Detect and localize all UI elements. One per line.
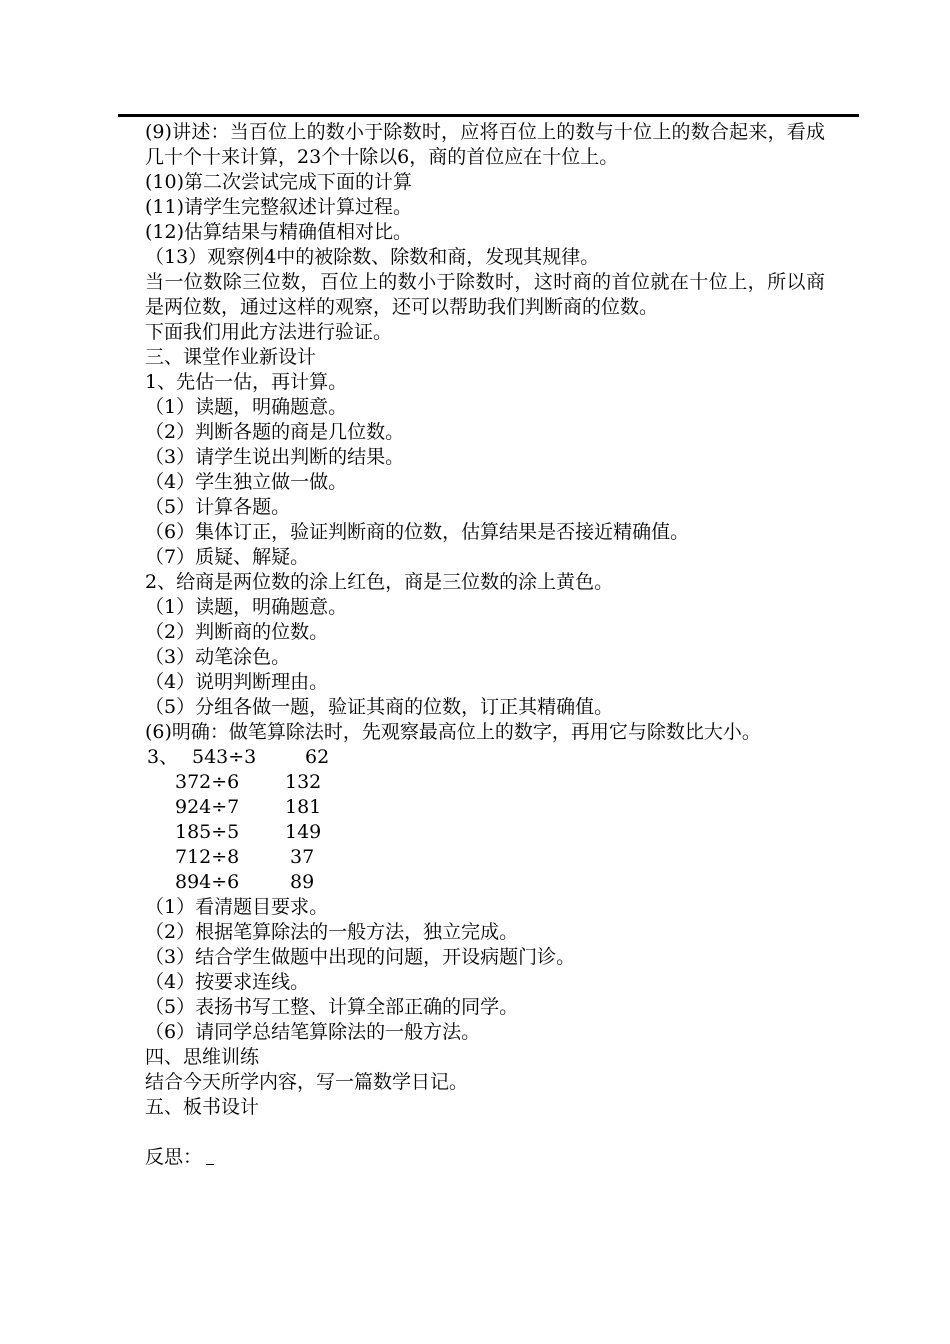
q3-result: 181 [285, 796, 322, 818]
q3-expression: 894÷6 [175, 871, 240, 893]
q2-title: 2、给商是两位数的涂上红色，商是三位数的涂上黄色。 [145, 571, 614, 593]
q1-step: （1）读题，明确题意。 [145, 396, 348, 418]
q1-step: （6）集体订正，验证判断商的位数，估算结果是否接近精确值。 [145, 521, 690, 543]
q1-step: （7）质疑、解疑。 [145, 546, 310, 568]
q1-title: 1、先估一估，再计算。 [145, 371, 348, 393]
rule-paragraph: 当一位数除三位数，百位上的数小于除数时，这时商的首位就在十位上，所以商是两位数，通过这样的观察，还可以帮助我们判断商的位数。 [145, 271, 825, 318]
q3-step: （3）结合学生做题中出现的问题，开设病题门诊。 [145, 946, 576, 968]
paragraph-13: （13）观察例4中的被除数、除数和商，发现其规律。 [145, 246, 600, 268]
q3-step: （1）看清题目要求。 [145, 896, 329, 918]
blank-line [145, 1120, 825, 1145]
q3-expression: 372÷6 [175, 771, 240, 793]
q3-expression: 712÷8 [175, 846, 240, 868]
q3-expression: 543÷3 [192, 746, 257, 768]
q3-row [145, 745, 825, 770]
q3-row [145, 870, 825, 895]
paragraph-10: (10)第二次尝试完成下面的计算 [145, 171, 413, 193]
header-rule [118, 114, 859, 117]
reflection-blank [206, 1146, 214, 1165]
q3-step: （2）根据笔算除法的一般方法，独立完成。 [145, 921, 519, 943]
q2-step: （1）读题，明确题意。 [145, 596, 348, 618]
q2-step: （3）动笔涂色。 [145, 646, 291, 668]
q1-step: （4）学生独立做一做。 [145, 471, 348, 493]
q3-step: （5）表扬书写工整、计算全部正确的同学。 [145, 996, 519, 1018]
q3-result: 89 [290, 871, 315, 893]
section-3-title: 三、课堂作业新设计 [145, 346, 317, 368]
q2-clarify: (6)明确：做笔算除法时，先观察最高位上的数字，再用它与除数比大小。 [145, 721, 761, 743]
paragraph-12: (12)估算结果与精确值相对比。 [145, 221, 413, 243]
q3-step: （4）按要求连线。 [145, 971, 310, 993]
q2-step: （5）分组各做一题，验证其商的位数，订正其精确值。 [145, 696, 614, 718]
q1-step: （2）判断各题的商是几位数。 [145, 421, 405, 443]
section-4-title: 四、思维训练 [145, 1046, 260, 1068]
q3-result: 37 [290, 846, 315, 868]
section-4-text: 结合今天所学内容，写一篇数学日记。 [145, 1071, 469, 1093]
q3-step: （6）请同学总结笔算除法的一般方法。 [145, 1021, 481, 1043]
paragraph-9: (9)讲述：当百位上的数小于除数时，应将百位上的数与十位上的数合起来，看成几十个十来计算，23个十除以6，商的首位应在十位上。 [145, 121, 825, 168]
q1-step: （5）计算各题。 [145, 496, 291, 518]
q3-result: 62 [305, 746, 330, 768]
q1-step: （3）请学生说出判断的结果。 [145, 446, 405, 468]
q3-row [145, 820, 825, 845]
q3-expression: 185÷5 [175, 821, 240, 843]
q3-row [145, 845, 825, 870]
q2-step: （2）判断商的位数。 [145, 621, 329, 643]
paragraph-11: (11)请学生完整叙述计算过程。 [145, 196, 413, 218]
q3-expression: 924÷7 [175, 796, 240, 818]
section-5-title: 五、板书设计 [145, 1096, 260, 1118]
verify-paragraph: 下面我们用此方法进行验证。 [145, 321, 393, 343]
q3-label: 3、 [147, 746, 179, 768]
document-body [145, 120, 825, 1170]
reflection-label: 反思： [145, 1146, 203, 1168]
q3-result: 132 [285, 771, 322, 793]
q3-row [145, 795, 825, 820]
q2-step: （4）说明判断理由。 [145, 671, 329, 693]
reflection-line [145, 1145, 825, 1170]
q3-result: 149 [285, 821, 322, 843]
q3-row [145, 770, 825, 795]
